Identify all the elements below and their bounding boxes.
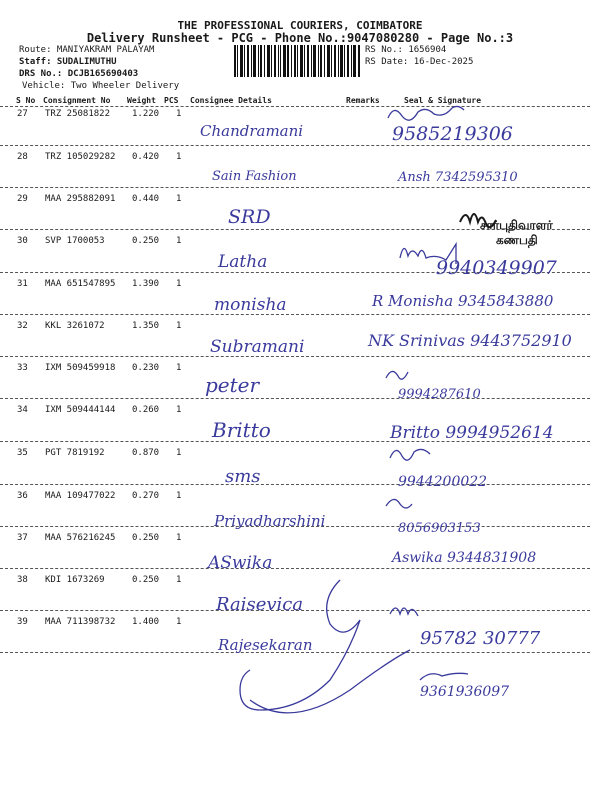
handwritten-signature: 9940349907 bbox=[436, 257, 557, 279]
col-sno: S No bbox=[16, 96, 36, 105]
handwritten-name: sms bbox=[225, 466, 261, 487]
route-label: Route: MANIYAKRAM PALAYAM bbox=[19, 45, 155, 55]
row-sno: 36 bbox=[17, 491, 28, 501]
row-weight: 0.440 bbox=[132, 194, 160, 204]
col-consignment: Consignment No bbox=[43, 96, 111, 105]
table-row bbox=[0, 617, 600, 669]
row-sno: 35 bbox=[17, 448, 28, 458]
row-divider bbox=[0, 314, 590, 315]
row-consignment: MAA 651547895 bbox=[45, 279, 116, 289]
handwritten-signature: 9585219306 bbox=[392, 123, 513, 145]
row-pcs: 1 bbox=[176, 194, 182, 204]
stamp-text: சார்புதிவாளர் bbox=[480, 218, 553, 232]
row-consignment: MAA 576216245 bbox=[45, 533, 116, 543]
row-pcs: 1 bbox=[176, 533, 182, 543]
row-sno: 37 bbox=[17, 533, 28, 543]
row-consignment: SVP 1700053 bbox=[45, 236, 105, 246]
row-sno: 33 bbox=[17, 363, 28, 373]
row-sno: 30 bbox=[17, 236, 28, 246]
handwritten-signature: 8056903153 bbox=[398, 521, 481, 536]
handwritten-name: Latha bbox=[218, 252, 268, 272]
row-consignment: MAA 295882091 bbox=[45, 194, 116, 204]
row-pcs: 1 bbox=[176, 617, 182, 627]
row-divider bbox=[0, 441, 590, 442]
company-title: THE PROFESSIONAL COURIERS, COIMBATORE bbox=[177, 19, 423, 32]
handwritten-name: Sain Fashion bbox=[212, 169, 297, 184]
row-consignment: TRZ 105029282 bbox=[45, 152, 116, 162]
row-divider bbox=[0, 484, 590, 485]
row-divider bbox=[0, 229, 590, 230]
row-weight: 0.250 bbox=[132, 575, 160, 585]
row-pcs: 1 bbox=[176, 448, 182, 458]
row-pcs: 1 bbox=[176, 109, 182, 119]
handwritten-signature: R Monisha 9345843880 bbox=[372, 292, 554, 310]
row-consignment: IXM 509459918 bbox=[45, 363, 116, 373]
row-pcs: 1 bbox=[176, 491, 182, 501]
row-weight: 1.400 bbox=[132, 617, 160, 627]
row-pcs: 1 bbox=[176, 152, 182, 162]
row-weight: 0.250 bbox=[132, 533, 160, 543]
row-divider bbox=[0, 610, 590, 611]
handwritten-signature: 95782 30777 bbox=[420, 628, 541, 649]
col-pcs: PCS bbox=[164, 96, 179, 105]
vehicle-label: Vehicle: Two Wheeler Delivery bbox=[22, 81, 180, 91]
row-weight: 0.260 bbox=[132, 405, 160, 415]
handwritten-name: Raisevica bbox=[216, 594, 304, 615]
rs-number: RS No.: 1656904 bbox=[365, 45, 447, 55]
row-sno: 38 bbox=[17, 575, 28, 585]
row-weight: 1.390 bbox=[132, 279, 160, 289]
row-pcs: 1 bbox=[176, 363, 182, 373]
row-consignment: KDI 1673269 bbox=[45, 575, 105, 585]
row-weight: 0.250 bbox=[132, 236, 160, 246]
row-consignment: IXM 509444144 bbox=[45, 405, 116, 415]
row-sno: 34 bbox=[17, 405, 28, 415]
drs-number: DRS No.: DCJB165690403 bbox=[19, 69, 139, 79]
handwritten-signature: NK Srinivas 9443752910 bbox=[368, 331, 572, 350]
runsheet-subtitle: Delivery Runsheet - PCG - Phone No.:9047080280 - Page No.:3 bbox=[86, 31, 514, 45]
header-rule bbox=[0, 106, 590, 107]
stamp-text: கணபதி bbox=[496, 233, 538, 247]
col-seal: Seal & Signature bbox=[404, 96, 482, 105]
row-sno: 31 bbox=[17, 279, 28, 289]
signature-scribble bbox=[420, 673, 468, 680]
row-weight: 0.270 bbox=[132, 491, 160, 501]
row-consignment: PGT 7819192 bbox=[45, 448, 105, 458]
row-divider bbox=[0, 272, 590, 273]
rs-date: RS Date: 16-Dec-2025 bbox=[365, 57, 474, 67]
handwritten-name: Rajesekaran bbox=[218, 636, 313, 654]
handwritten-signature: Britto 9994952614 bbox=[390, 423, 554, 443]
row-consignment: MAA 109477022 bbox=[45, 491, 116, 501]
row-divider bbox=[0, 187, 590, 188]
row-pcs: 1 bbox=[176, 405, 182, 415]
row-sno: 29 bbox=[17, 194, 28, 204]
row-sno: 32 bbox=[17, 321, 28, 331]
handwritten-name: Priyadharshini bbox=[214, 512, 326, 530]
row-divider bbox=[0, 356, 590, 357]
row-divider bbox=[0, 526, 590, 527]
row-pcs: 1 bbox=[176, 236, 182, 246]
handwritten-signature: Aswika 9344831908 bbox=[392, 550, 537, 566]
row-sno: 28 bbox=[17, 152, 28, 162]
row-consignment: KKL 3261072 bbox=[45, 321, 105, 331]
handwritten-name: Britto bbox=[212, 418, 271, 442]
row-weight: 0.420 bbox=[132, 152, 160, 162]
row-weight: 1.350 bbox=[132, 321, 160, 331]
col-weight: Weight bbox=[127, 96, 156, 105]
handwritten-signature: 9944200022 bbox=[398, 474, 488, 490]
staff-label: Staff: SUDALIMUTHU bbox=[19, 57, 117, 67]
row-pcs: 1 bbox=[176, 279, 182, 289]
col-consignee: Consignee Details bbox=[190, 96, 272, 105]
col-remarks: Remarks bbox=[346, 96, 380, 105]
row-pcs: 1 bbox=[176, 321, 182, 331]
row-consignment: TRZ 25081822 bbox=[45, 109, 111, 119]
handwritten-signature: 9361936097 bbox=[420, 684, 510, 700]
handwritten-signature: 9994287610 bbox=[398, 387, 481, 402]
row-divider bbox=[0, 568, 590, 569]
handwritten-name: monisha bbox=[214, 295, 287, 315]
handwritten-name: SRD bbox=[228, 206, 271, 228]
row-divider bbox=[0, 145, 590, 146]
barcode bbox=[234, 45, 360, 77]
row-divider bbox=[0, 652, 590, 653]
row-weight: 0.870 bbox=[132, 448, 160, 458]
row-consignment: MAA 711398732 bbox=[45, 617, 116, 627]
row-weight: 0.230 bbox=[132, 363, 160, 373]
handwritten-name: ASwika bbox=[208, 553, 273, 573]
row-divider bbox=[0, 398, 590, 399]
handwritten-name: Subramani bbox=[210, 337, 305, 357]
row-sno: 39 bbox=[17, 617, 28, 627]
handwritten-name: peter bbox=[205, 373, 260, 397]
row-sno: 27 bbox=[17, 109, 28, 119]
row-pcs: 1 bbox=[176, 575, 182, 585]
handwritten-name: Chandramani bbox=[200, 122, 304, 140]
handwritten-signature: Ansh 7342595310 bbox=[398, 170, 518, 185]
row-weight: 1.220 bbox=[132, 109, 160, 119]
